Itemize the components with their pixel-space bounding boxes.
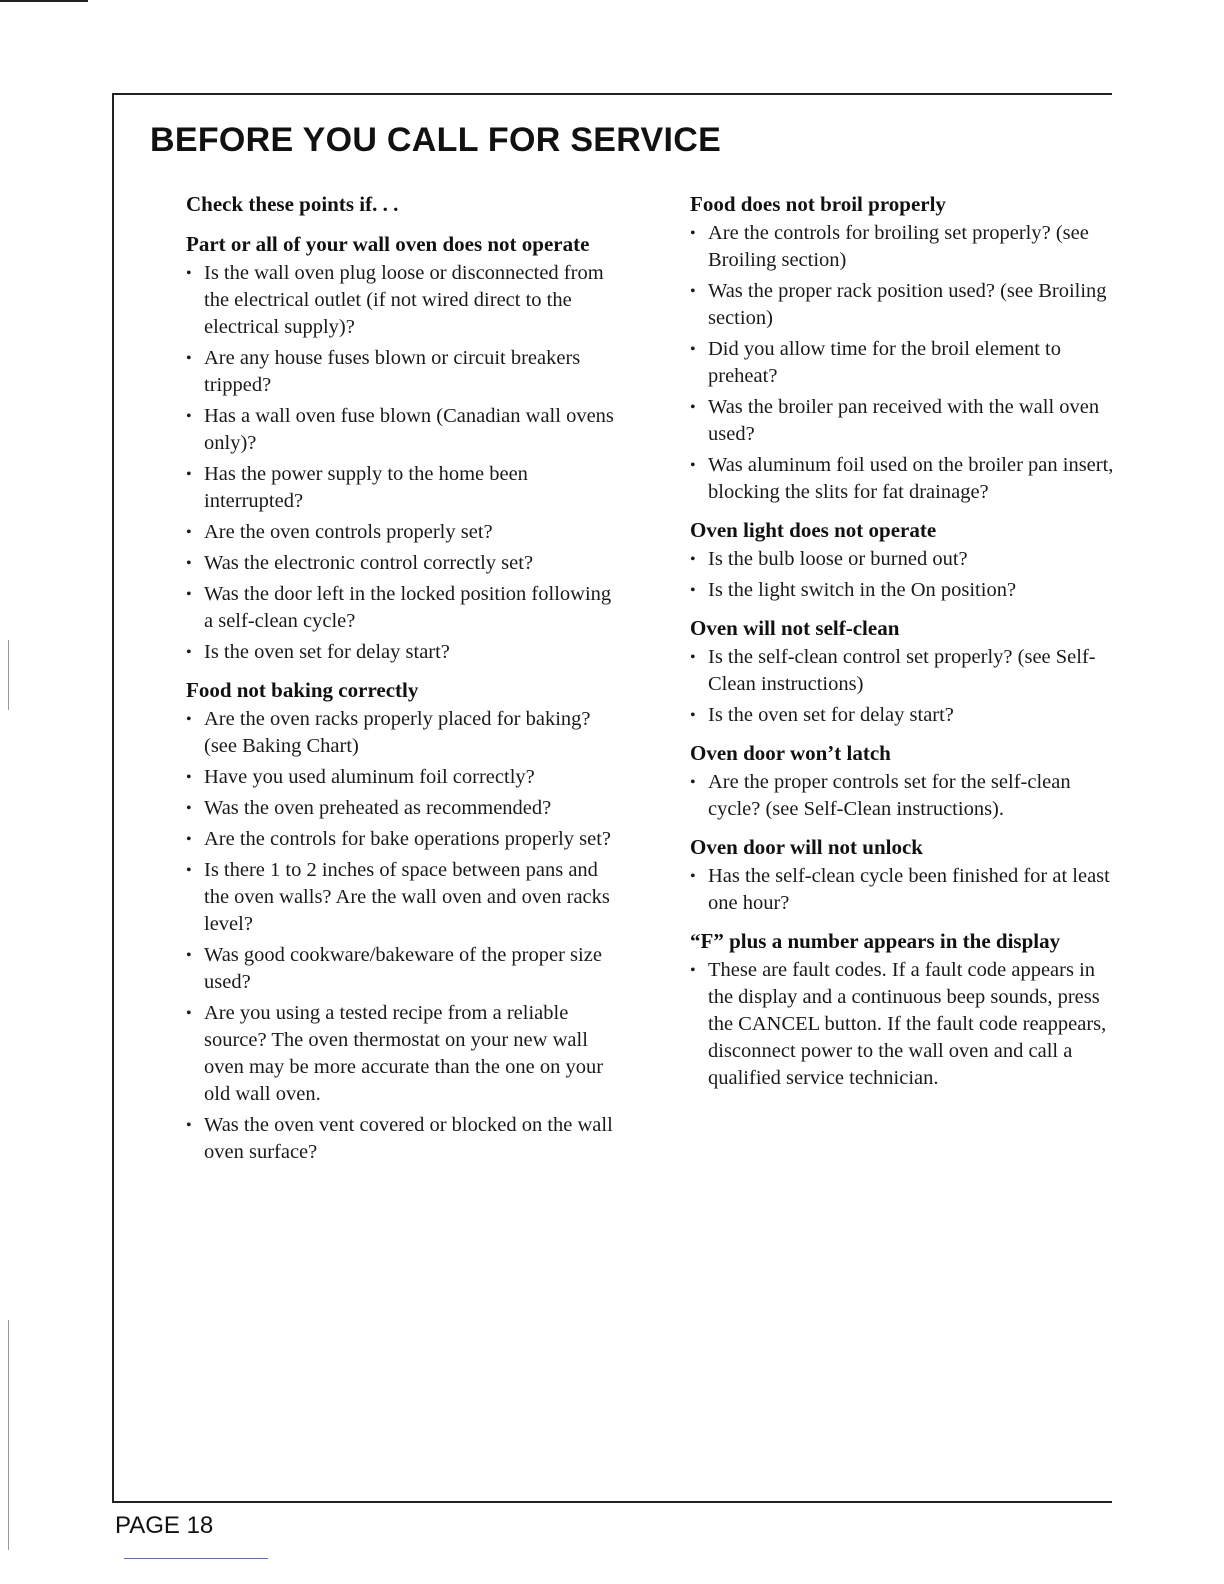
- scan-mark: [8, 640, 9, 710]
- checklist-item: • These are fault codes. If a fault code appears in the display and a continuous beep sounds, press the CANCEL button. If the fault code reappears, disconnect power to the wall oven and call a qualified service technician.: [690, 957, 1120, 1092]
- checklist-item: • Has the self-clean cycle been finished for at least one hour?: [690, 863, 1120, 917]
- section-heading: Part or all of your wall oven does not operate: [186, 232, 590, 256]
- section-heading: Food not baking correctly: [186, 678, 419, 702]
- footer-rule: [124, 1558, 268, 1559]
- checklist: [186, 706, 616, 1166]
- frame-bottom-rule: [112, 1501, 1112, 1503]
- checklist-item: • Is the oven set for delay start?: [690, 702, 1120, 729]
- checklist-item: • Has the power supply to the home been interrupted?: [186, 461, 616, 515]
- right-column: [690, 190, 1120, 1102]
- checklist-item: • Is the oven set for delay start?: [186, 639, 616, 666]
- checklist-item: • Are any house fuses blown or circuit breakers tripped?: [186, 345, 616, 399]
- troubleshoot-section: [690, 190, 1120, 506]
- section-heading: Oven door will not unlock: [690, 835, 923, 859]
- checklist-item: • Are the controls for bake operations properly set?: [186, 826, 616, 853]
- page-number: PAGE 18: [115, 1512, 214, 1539]
- section-heading: Oven will not self-clean: [690, 616, 900, 640]
- left-sections: [186, 230, 616, 1166]
- troubleshoot-section: [690, 739, 1120, 823]
- checklist-item: • Are you using a tested recipe from a reliable source? The oven thermostat on your new wall oven may be more accurate than the one on your old wall oven.: [186, 1000, 616, 1108]
- checklist-item: • Is the light switch in the On position?: [690, 577, 1120, 604]
- checklist: [690, 957, 1120, 1092]
- checklist-item: • Is there 1 to 2 inches of space between pans and the oven walls? Are the wall oven and oven racks level?: [186, 857, 616, 938]
- troubleshoot-section: [690, 614, 1120, 729]
- checklist-item: • Are the oven racks properly placed for baking? (see Baking Chart): [186, 706, 616, 760]
- checklist-item: • Are the controls for broiling set properly? (see Broiling section): [690, 220, 1120, 274]
- section-heading: “F” plus a number appears in the display: [690, 929, 1061, 953]
- right-sections: [690, 190, 1120, 1092]
- troubleshoot-section: [690, 516, 1120, 604]
- checklist-item: • Was the broiler pan received with the wall oven used?: [690, 394, 1120, 448]
- section-heading: Oven light does not operate: [690, 518, 937, 542]
- troubleshoot-section: [690, 833, 1120, 917]
- troubleshoot-section: [186, 230, 616, 666]
- checklist-item: • Was the proper rack position used? (see Broiling section): [690, 278, 1120, 332]
- intro-text: Check these points if. . .: [186, 192, 399, 216]
- frame-left-rule: [112, 93, 114, 1503]
- checklist: [690, 769, 1120, 823]
- checklist: [690, 220, 1120, 506]
- troubleshoot-section: [690, 927, 1120, 1092]
- section-heading: Food does not broil properly: [690, 192, 946, 216]
- checklist: [690, 644, 1120, 729]
- checklist-item: • Was aluminum foil used on the broiler pan insert, blocking the slits for fat drainage?: [690, 452, 1120, 506]
- checklist: [690, 546, 1120, 604]
- checklist-item: • Did you allow time for the broil element to preheat?: [690, 336, 1120, 390]
- top-rule: [0, 0, 88, 2]
- checklist-item: • Have you used aluminum foil correctly?: [186, 764, 616, 791]
- checklist-item: • Was the electronic control correctly set?: [186, 550, 616, 577]
- troubleshoot-section: [186, 676, 616, 1166]
- checklist: [690, 863, 1120, 917]
- checklist-item: • Are the oven controls properly set?: [186, 519, 616, 546]
- checklist-item: • Was the oven preheated as recommended?: [186, 795, 616, 822]
- checklist-item: • Was the door left in the locked position following a self-clean cycle?: [186, 581, 616, 635]
- checklist-item: • Is the bulb loose or burned out?: [690, 546, 1120, 573]
- frame-top-rule: [112, 93, 1112, 95]
- checklist: [186, 260, 616, 666]
- checklist-item: • Has a wall oven fuse blown (Canadian wall ovens only)?: [186, 403, 616, 457]
- section-heading: Oven door won’t latch: [690, 741, 891, 765]
- page-title: BEFORE YOU CALL FOR SERVICE: [150, 121, 722, 159]
- checklist-item: • Is the wall oven plug loose or disconnected from the electrical outlet (if not wired direct to the electrical supply)?: [186, 260, 616, 341]
- checklist-item: • Was good cookware/bakeware of the proper size used?: [186, 942, 616, 996]
- checklist-item: • Is the self-clean control set properly? (see Self-Clean instructions): [690, 644, 1120, 698]
- checklist-item: • Are the proper controls set for the self-clean cycle? (see Self-Clean instructions).: [690, 769, 1120, 823]
- checklist-item: • Was the oven vent covered or blocked on the wall oven surface?: [186, 1112, 616, 1166]
- scan-mark: [8, 1320, 9, 1550]
- left-column: [186, 190, 616, 1176]
